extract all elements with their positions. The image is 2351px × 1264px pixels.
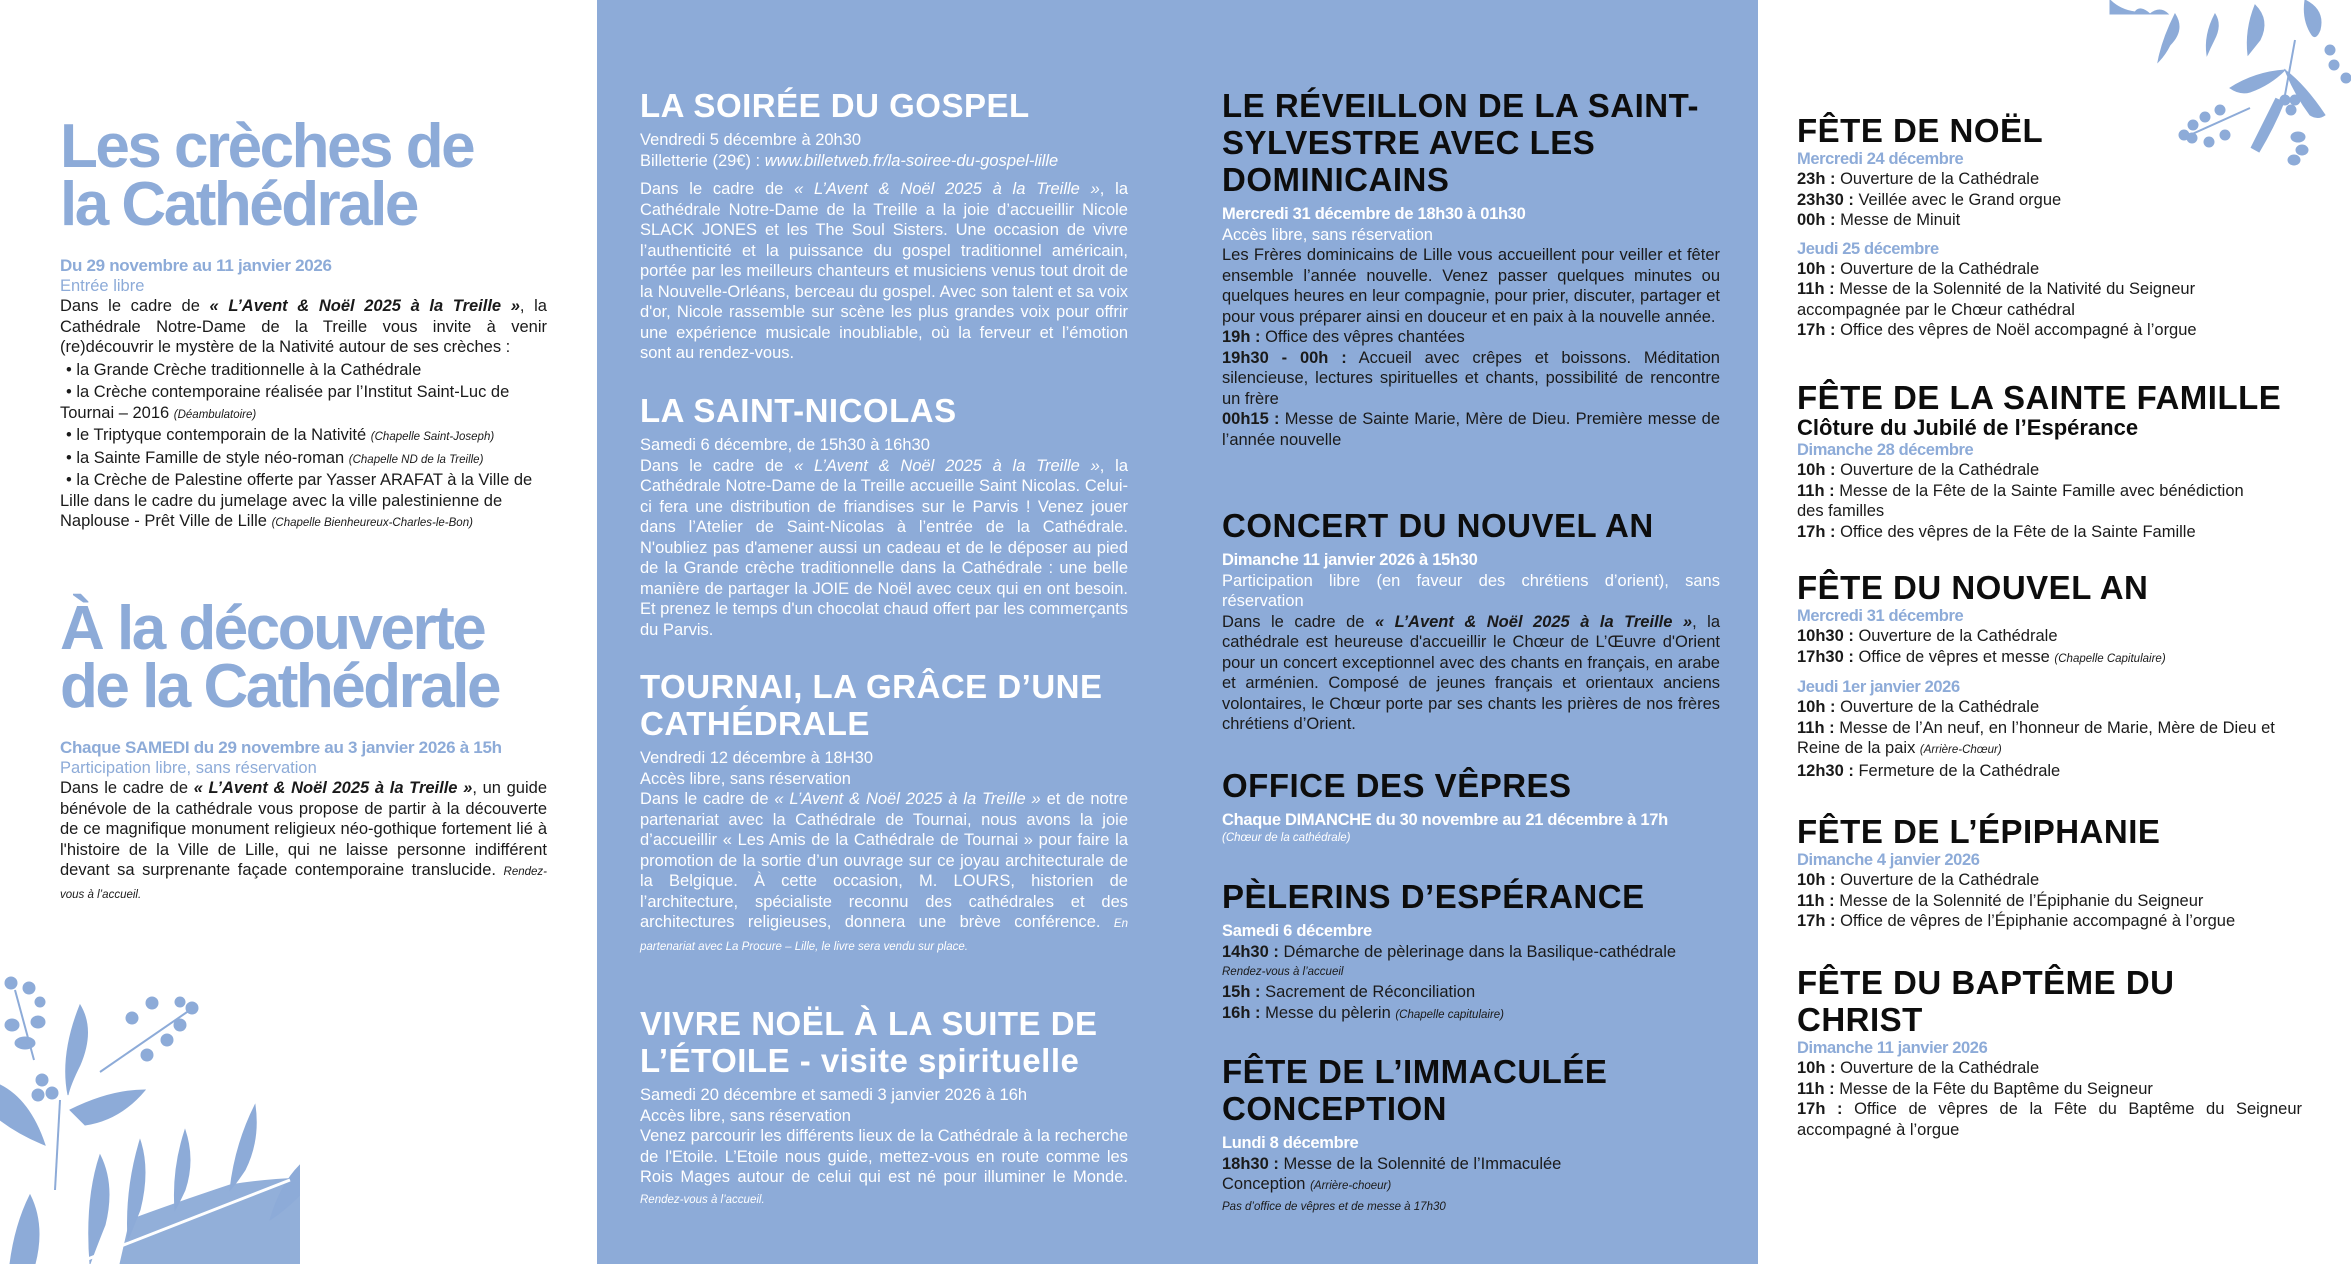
schedule-note: Rendez-vous à l’accueil bbox=[1222, 966, 1344, 978]
schedule-item: 10h : Ouverture de la Cathédrale bbox=[1797, 259, 2040, 278]
day-date: Dimanche 28 décembre bbox=[1797, 441, 1974, 459]
creches-intro: Dans le cadre de « L’Avent & Noël 2025 à la Treille », la Cathédrale Notre-Dame de la Treille vous invite à venir (re)découvrir le mystère de la Nativité autour de ses crèches : bbox=[60, 297, 547, 356]
reveillon-body: Les Frères dominicains de Lille vous accueillent pour veiller et fêter ensemble l’année nouvelle. Venez passer quelques minutes ou quelques heures en leur compagnie, pour prier, discuter, partager et pour vous préparer ainsi en douceur et en paix à la nouvelle année. bbox=[1222, 246, 1720, 326]
day-date: Mercredi 24 décembre bbox=[1797, 150, 1964, 168]
schedule-item: 10h : Ouverture de la Cathédrale bbox=[1797, 1059, 2040, 1077]
day-date: Dimanche 11 janvier 2026 bbox=[1797, 1039, 1988, 1057]
tournai-date: Vendredi 12 décembre à 18H30 bbox=[640, 749, 873, 767]
etoile-access: Accès libre, sans réservation bbox=[640, 1106, 851, 1125]
day-date: Dimanche 4 janvier 2026 bbox=[1797, 851, 1980, 869]
day-date: Jeudi 25 décembre bbox=[1797, 239, 1939, 258]
gospel-date: Vendredi 5 décembre à 20h30 bbox=[640, 131, 862, 149]
schedule-item: 00h : Messe de Minuit bbox=[1797, 211, 1961, 229]
sainte-famille-title: FÊTE DE LA SAINTE FAMILLE bbox=[1797, 379, 2282, 416]
immaculee-title: FÊTE DE L’IMMACULÉE CONCEPTION bbox=[1222, 1053, 1608, 1127]
noel-title: FÊTE DE NOËL bbox=[1797, 112, 2044, 149]
schedule-item: 18h30 : Messe de la Solennité de l’Immaculée Conception (Arrière-choeur) bbox=[1222, 1154, 1562, 1193]
schedule-item: 19h : Office des vêpres chantées bbox=[1222, 328, 1465, 346]
immaculee-section bbox=[1222, 1053, 1720, 1217]
day-date: Jeudi 1er janvier 2026 bbox=[1797, 678, 1960, 696]
epiphanie-title: FÊTE DE L’ÉPIPHANIE bbox=[1797, 813, 2161, 850]
schedule-item: 17h : Office de vêpres de la Fête du Baptême du Seigneur accompagné à l’orgue bbox=[1797, 1100, 2302, 1139]
pelerins-section bbox=[1222, 878, 1720, 1025]
reveillon-date: Mercredi 31 décembre de 18h30 à 01h30 bbox=[1222, 205, 1526, 223]
creches-section bbox=[60, 112, 547, 534]
creches-access: Entrée libre bbox=[60, 277, 145, 295]
immaculee-date: Lundi 8 décembre bbox=[1222, 1134, 1359, 1152]
tournai-body: Dans le cadre de « L’Avent & Noël 2025 à la Treille » et de notre partenariat avec la Cathédrale de Tournai, nous avons la joie d’accueillir « Les Amis de la Cathédrale de Tournai » pour faire la promotion de la sortie d’un ouvrage sur ce joyau architecturale de la Belgique. À cette occasion, M. LOURS, historien de l’architecture, spécialiste reconnu des cathédrales et des architectures religieuses, donnera une brève conférence. En partenariat avec La Procure – Lille, le livre sera vendu sur place. bbox=[640, 790, 1129, 953]
tournai-access: Accès libre, sans réservation bbox=[640, 769, 851, 788]
schedule-item: 17h : Office des vêpres de Noël accompagné à l’orgue bbox=[1797, 321, 2197, 339]
etoile-title: VIVRE NOËL À LA SUITE DE L’ÉTOILE - visite spirituelle bbox=[640, 1005, 1098, 1079]
creche-list-item: • la Sainte Famille de style néo-roman (Chapelle ND de la Treille) bbox=[66, 448, 484, 467]
decouverte-section bbox=[60, 594, 547, 905]
vepres-location: (Chœur de la cathédrale) bbox=[1222, 831, 1351, 844]
concert-section bbox=[1222, 507, 1720, 735]
creche-list-item: • le Triptyque contemporain de la Nativité (Chapelle Saint-Joseph) bbox=[66, 426, 495, 444]
schedule-item: 23h : Ouverture de la Cathédrale bbox=[1797, 170, 2040, 188]
sainte-famille-subtitle: Clôture du Jubilé de l’Espérance bbox=[1797, 415, 2139, 440]
saint-nicolas-section bbox=[640, 392, 1128, 640]
tournai-section bbox=[640, 668, 1128, 957]
gospel-ticketing: Billetterie (29€) : www.billetweb.fr/la-soiree-du-gospel-lille bbox=[640, 151, 1059, 170]
gospel-section bbox=[640, 87, 1128, 364]
sainte-famille-section bbox=[1797, 379, 2305, 542]
holly-branch-icon bbox=[0, 960, 300, 1264]
reveillon-section bbox=[1222, 87, 1720, 450]
decouverte-dates: Chaque SAMEDI du 29 novembre au 3 janvier 2026 à 15h bbox=[60, 738, 502, 757]
saint-nicolas-date: Samedi 6 décembre, de 15h30 à 16h30 bbox=[640, 436, 930, 454]
schedule-item: 23h30 : Veillée avec le Grand orgue bbox=[1797, 190, 2062, 209]
pelerins-date: Samedi 6 décembre bbox=[1222, 922, 1372, 940]
schedule-item: 11h : Messe de la Solennité de l’Épiphanie du Seigneur bbox=[1797, 891, 2204, 910]
vepres-date: Chaque DIMANCHE du 30 novembre au 21 décembre à 17h bbox=[1222, 811, 1668, 829]
schedule-item: 11h : Messe de la Fête de la Sainte Famille avec bénédiction des familles bbox=[1797, 481, 2244, 520]
etoile-section bbox=[640, 1005, 1128, 1210]
schedule-item: 19h30 - 00h : Accueil avec crêpes et boissons. Méditation silencieuse, lectures spirituelles et chants, possibilité de rencontre un frère bbox=[1222, 348, 1720, 408]
schedule-item: 11h : Messe de la Solennité de la Nativité du Seigneur accompagnée par le Chœur cathédral bbox=[1797, 280, 2196, 319]
decouverte-access: Participation libre, sans réservation bbox=[60, 759, 317, 777]
nouvel-an-title: FÊTE DU NOUVEL AN bbox=[1797, 569, 2149, 606]
schedule-item: 17h : Office des vêpres de la Fête de la Sainte Famille bbox=[1797, 522, 2196, 541]
schedule-item: 12h30 : Fermeture de la Cathédrale bbox=[1797, 761, 2061, 780]
nouvel-an-section bbox=[1797, 569, 2305, 781]
day-date: Mercredi 31 décembre bbox=[1797, 607, 1964, 625]
gospel-title: LA SOIRÉE DU GOSPEL bbox=[640, 87, 1030, 124]
schedule-item: 15h : Sacrement de Réconciliation bbox=[1222, 983, 1476, 1001]
bapteme-title: FÊTE DU BAPTÊME DU CHRIST bbox=[1797, 964, 2175, 1038]
schedule-item: 16h : Messe du pèlerin (Chapelle capitulaire) bbox=[1222, 1003, 1505, 1022]
decouverte-title: À la découverte de la Cathédrale bbox=[60, 594, 499, 721]
schedule-item: 17h : Office de vêpres de l’Épiphanie accompagné à l’orgue bbox=[1797, 912, 2236, 930]
immaculee-note: Pas d’office de vêpres et de messe à 17h30 bbox=[1222, 1200, 1446, 1213]
schedule-item: 14h30 : Démarche de pèlerinage dans la Basilique-cathédrale bbox=[1222, 942, 1677, 961]
schedule-item: 11h : Messe de la Fête du Baptême du Seigneur bbox=[1797, 1079, 2153, 1098]
bapteme-section bbox=[1797, 964, 2305, 1140]
saint-nicolas-body: Dans le cadre de « L’Avent & Noël 2025 à la Treille », la Cathédrale Notre-Dame de la Treille accueille Saint Nicolas. Celui-ci fera une distribution de friandises sur le Parvis ! Venez jouer dans l’Atelier de Saint-Nicolas à l’entrée de la Cathédrale. N'oubliez pas d'amener aussi un cadeau et de le déposer au pied de la Grande crèche traditionnelle dans la Cathédrale : une belle manière de partager la JOIE de Noël avec ceux qui en ont besoin. Et prenez le temps d'un chocolat chaud offert par les commerçants du Parvis. bbox=[640, 456, 1129, 639]
creche-list-item: • la Crèche de Palestine offerte par Yasser ARAFAT à la Ville de Lille dans le cadre du jumelage avec la ville palestinienne de Naplouse - Prêt Ville de Lille (Chapelle Bienheureux-Charles-le-Bon) bbox=[60, 471, 533, 530]
etoile-date: Samedi 20 décembre et samedi 3 janvier 2026 à 16h bbox=[640, 1086, 1028, 1104]
schedule-item: 10h : Ouverture de la Cathédrale bbox=[1797, 461, 2040, 479]
vepres-section bbox=[1222, 767, 1720, 845]
schedule-item: 00h15 : Messe de Sainte Marie, Mère de Dieu. Première messe de l’année nouvelle bbox=[1222, 410, 1720, 449]
concert-access: Participation libre (en faveur des chrétiens d’orient), sans réservation bbox=[1222, 571, 1720, 610]
gospel-body: Dans le cadre de « L’Avent & Noël 2025 à la Treille », la Cathédrale Notre-Dame de la Treille a la joie d’accueillir Nicole SLACK JONES et les The Soul Sisters. Une occasion de vivre l’authenticité et la puissance du gospel traditionnel américain, portée par les meilleurs chanteurs et musiciens venus tout droit de la Nouvelle-Orléans, berceau du gospel. Avec son talent et sa voix d'or, Nicole rassemble sur scène les plus grandes voix pour offrir une expérience musicale inoubliable, où la ferveur et l’émotion sont au rendez-vous. bbox=[640, 180, 1128, 362]
schedule-item: 10h : Ouverture de la Cathédrale bbox=[1797, 698, 2040, 716]
vepres-title: OFFICE DES VÊPRES bbox=[1222, 767, 1572, 804]
creche-list-item: • la Crèche contemporaine réalisée par l’Institut Saint-Luc de Tournai – 2016 (Déambulatoire) bbox=[60, 383, 510, 422]
creche-list-item: • la Grande Crèche traditionnelle à la Cathédrale bbox=[66, 360, 422, 379]
schedule-item: 10h30 : Ouverture de la Cathédrale bbox=[1797, 627, 2058, 645]
concert-title: CONCERT DU NOUVEL AN bbox=[1222, 507, 1654, 544]
creches-dates: Du 29 novembre au 11 janvier 2026 bbox=[60, 256, 332, 275]
reveillon-title: LE RÉVEILLON DE LA SAINT-SYLVESTRE AVEC LES DOMINICAINS bbox=[1222, 87, 1699, 198]
pelerins-title: PÈLERINS D’ESPÉRANCE bbox=[1222, 878, 1645, 915]
etoile-body: Venez parcourir les différents lieux de la Cathédrale à la recherche de l'Etoile. L’Etoile nous guide, mettez-vous en route comme les Rois Mages autour de celui qui est né pour illuminer le Monde. Rendez-vous à l’accueil. bbox=[640, 1127, 1128, 1206]
epiphanie-section bbox=[1797, 813, 2305, 932]
concert-date: Dimanche 11 janvier 2026 à 15h30 bbox=[1222, 551, 1478, 569]
noel-section bbox=[1797, 112, 2305, 341]
schedule-item: 10h : Ouverture de la Cathédrale bbox=[1797, 871, 2040, 889]
creches-title: Les crèches de la Cathédrale bbox=[60, 112, 474, 239]
tournai-title: TOURNAI, LA GRÂCE D’UNE CATHÉDRALE bbox=[640, 668, 1103, 742]
saint-nicolas-title: LA SAINT-NICOLAS bbox=[640, 392, 957, 429]
schedule-item: 11h : Messe de l’An neuf, en l’honneur de Marie, Mère de Dieu et Reine de la paix (Arrière-Chœur) bbox=[1797, 718, 2275, 757]
concert-body: Dans le cadre de « L’Avent & Noël 2025 à la Treille », la cathédrale est heureuse d'accueillir le Chœur de L’Œuvre d'Orient pour un concert exceptionnel avec des chants en français, en arabe et arménien. Composé de jeunes français et orientaux anciens volontaires, le Chœur porte par ses chants les prières de nos frères chrétiens d’Orient. bbox=[1222, 612, 1721, 733]
schedule-item: 17h30 : Office de vêpres et messe (Chapelle Capitulaire) bbox=[1797, 647, 2166, 666]
reveillon-access: Accès libre, sans réservation bbox=[1222, 225, 1433, 244]
ticket-link[interactable]: www.billetweb.fr/la-soiree-du-gospel-lille bbox=[764, 151, 1059, 170]
decouverte-body: Dans le cadre de « L’Avent & Noël 2025 à la Treille », un guide bénévole de la cathédrale vous propose de partir à la découverte de ce magnifique monument religieux néo-gothique fortement lié à l'histoire de la Ville de Lille, qui ne laisse personne indifférent devant sa surprenante façade contemporaine translucide. Rendez-vous à l’accueil. bbox=[60, 779, 547, 901]
